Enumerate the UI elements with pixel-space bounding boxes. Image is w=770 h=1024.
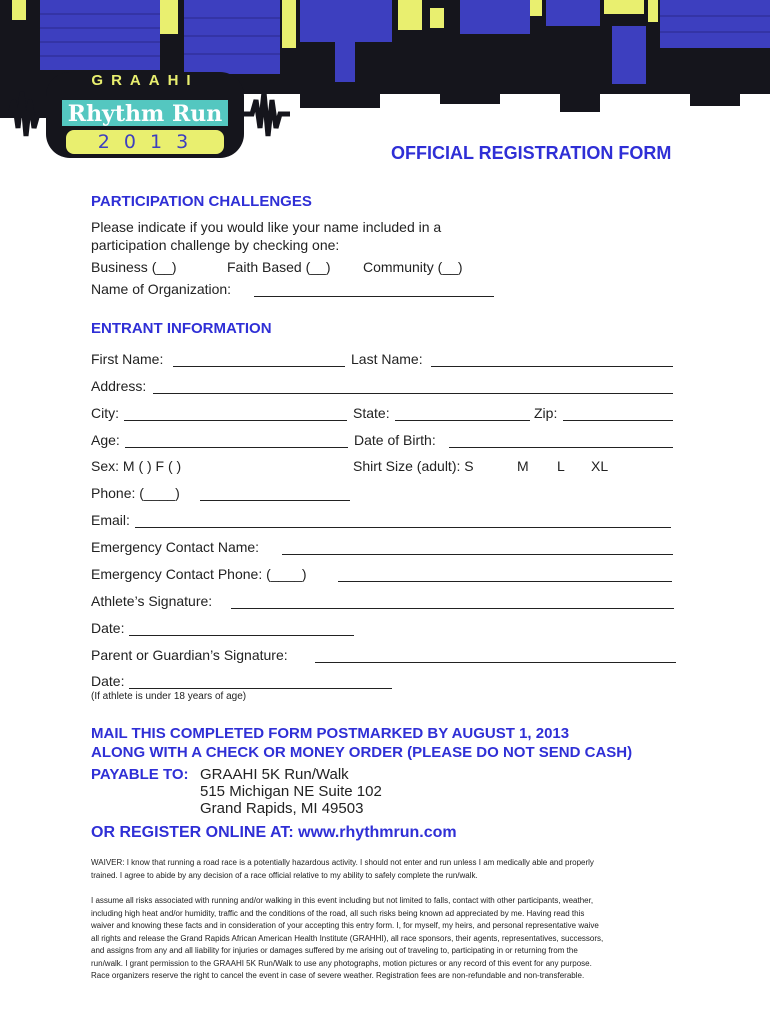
date-label: Date: (91, 620, 125, 636)
mail-instruction-line2: ALONG WITH A CHECK OR MONEY ORDER (PLEASE DO NOT SEND CASH) (91, 744, 633, 761)
emergency-phone-field[interactable] (338, 581, 672, 582)
last-name-label: Last Name: (351, 351, 423, 367)
option-faith-based[interactable]: Faith Based (__) (227, 259, 331, 275)
dob-field[interactable] (449, 447, 673, 448)
date-field[interactable] (129, 635, 354, 636)
emergency-phone-label: Emergency Contact Phone: (____) (91, 566, 307, 582)
guardian-date-label: Date: (91, 673, 125, 689)
shirt-size-small[interactable]: Shirt Size (adult): S (353, 458, 474, 474)
organization-field[interactable] (254, 296, 494, 297)
athlete-signature-label: Athlete’s Signature: (91, 593, 213, 609)
participation-intro-line1: Please indicate if you would like your name included in a (91, 219, 442, 235)
state-label: State: (353, 405, 390, 421)
first-name-field[interactable] (173, 366, 345, 367)
shirt-size-large[interactable]: L (557, 458, 565, 474)
zip-field[interactable] (563, 420, 673, 421)
guardian-date-field[interactable] (129, 688, 392, 689)
age-field[interactable] (125, 447, 348, 448)
dob-label: Date of Birth: (354, 432, 436, 448)
waiver-p2-line5: and assigns from any and all liability for injuries or damages suffered by me arising out of traveling to, participating in or returning from the (91, 946, 578, 955)
waiver-p2-line6: run/walk. I grant permission to the GRAAHI 5K Run/Walk to use any photographs, motion pictures or any record of this event for any purpose. (91, 958, 592, 968)
athlete-signature-field[interactable] (231, 608, 674, 609)
first-name-label: First Name: (91, 351, 164, 367)
waiver-p1-line1: WAIVER: I know that running a road race is a potentially hazardous activity. I should not enter and run unless I am medically able and properly (91, 858, 594, 867)
logo-middle-text: Rhythm Run (67, 101, 223, 127)
guardian-signature-field[interactable] (315, 662, 676, 663)
waiver-p1-line2: trained. I agree to abide by any decision of a race official relative to my ability to safely complete the run/walk. (91, 871, 478, 880)
option-business[interactable]: Business (__) (91, 259, 177, 275)
shirt-size-xl[interactable]: XL (591, 458, 609, 474)
participation-heading: PARTICIPATION CHALLENGES (91, 193, 312, 210)
zip-label: Zip: (534, 405, 558, 421)
emergency-name-field[interactable] (282, 554, 673, 555)
payee-street: 515 Michigan NE Suite 102 (200, 783, 382, 800)
waiver-p2-line3: waiver and knowing these facts and in consideration of your accepting this entry form. I, for myself, my heirs, and personal representative waive (91, 921, 599, 930)
under-18-note: (If athlete is under 18 years of age) (91, 691, 247, 702)
waiver-p2-line2: including high heat and/or humidity, traffic and the conditions of the road, all such risks being known ad appreciated by me. Having read this (91, 908, 585, 918)
email-field[interactable] (135, 527, 671, 528)
payee-city: Grand Rapids, MI 49503 (200, 800, 364, 817)
last-name-field[interactable] (431, 366, 673, 367)
state-field[interactable] (395, 420, 530, 421)
phone-field[interactable] (200, 500, 350, 501)
waiver-p2-line1: I assume all risks associated with running and/or walking in this event including but not limited to falls, contact with other participants, weather, (91, 896, 594, 905)
sex-selector[interactable]: Sex: M ( ) F ( ) (91, 458, 182, 474)
age-label: Age: (91, 432, 120, 448)
payable-to-label: PAYABLE TO: (91, 766, 189, 783)
organization-label: Name of Organization: (91, 281, 232, 297)
email-label: Email: (91, 512, 130, 528)
city-field[interactable] (124, 420, 347, 421)
option-community[interactable]: Community (__) (363, 259, 463, 275)
page-title: OFFICIAL REGISTRATION FORM (391, 143, 672, 163)
address-label: Address: (91, 378, 147, 394)
entrant-heading: ENTRANT INFORMATION (91, 320, 272, 337)
payee-name: GRAAHI 5K Run/Walk (200, 766, 349, 783)
logo-year: 2 0 1 3 (97, 131, 193, 153)
city-label: City: (91, 405, 119, 421)
logo-top-text: GRAAHI (91, 72, 199, 89)
waiver-p2-line4: all rights and release the Grand Rapids African American Health Institute (GRAHHI), all race sponsors, their agents, representatives, successors, (91, 933, 604, 943)
emergency-name-label: Emergency Contact Name: (91, 539, 260, 555)
waiver-p2-line7: Race organizers reserve the right to cancel the event in case of severe weather. Registration fees are non-refundable and non-transferable. (91, 971, 585, 980)
shirt-size-medium[interactable]: M (517, 458, 529, 474)
guardian-signature-label: Parent or Guardian’s Signature: (91, 647, 288, 663)
participation-intro-line2: participation challenge by checking one: (91, 237, 340, 253)
phone-label: Phone: (____) (91, 485, 180, 501)
address-field[interactable] (153, 393, 673, 394)
register-online-link[interactable]: OR REGISTER ONLINE AT: www.rhythmrun.com (91, 824, 457, 841)
mail-instruction-line1: MAIL THIS COMPLETED FORM POSTMARKED BY AUGUST 1, 2013 (91, 725, 570, 742)
